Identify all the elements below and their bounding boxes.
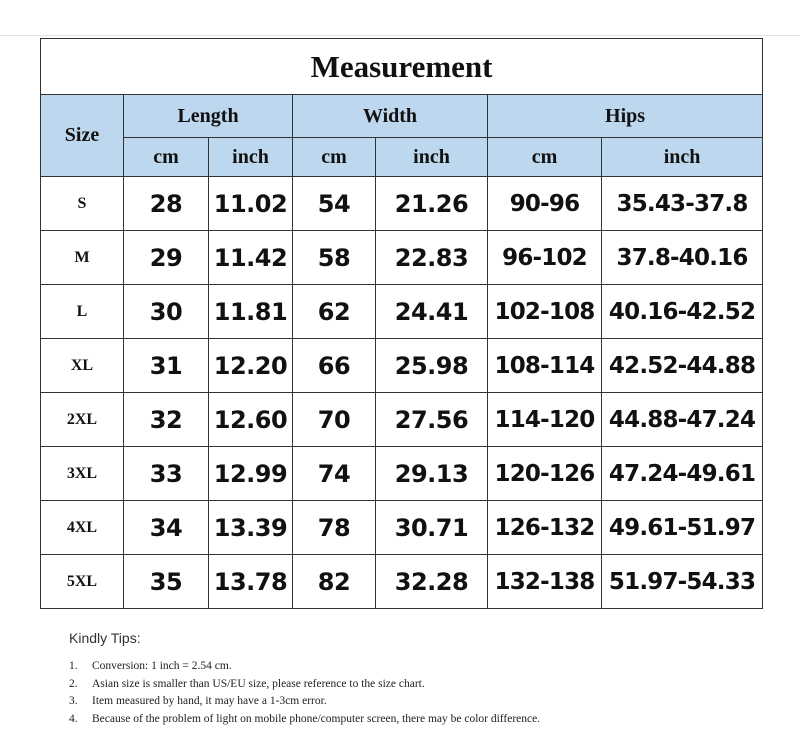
table-row bbox=[41, 177, 763, 231]
tip-number: 3. bbox=[69, 695, 78, 707]
table-row bbox=[41, 339, 763, 393]
unit-header: inch bbox=[602, 138, 763, 177]
hips-cm-cell: 96-102 bbox=[488, 231, 602, 285]
group-header-hips: Hips bbox=[488, 95, 763, 138]
size-label: 4XL bbox=[41, 501, 124, 555]
hips-inch-cell: 47.24-49.61 bbox=[602, 447, 763, 501]
hips-inch-cell: 49.61-51.97 bbox=[602, 501, 763, 555]
kindly-tips bbox=[69, 630, 749, 728]
unit-header: cm bbox=[293, 138, 376, 177]
length-cm-cell: 29 bbox=[124, 231, 209, 285]
table-title: Measurement bbox=[41, 39, 763, 95]
tip-item bbox=[69, 658, 749, 676]
hips-inch-cell: 37.8-40.16 bbox=[602, 231, 763, 285]
tip-item bbox=[69, 676, 749, 694]
length-cm-cell: 28 bbox=[124, 177, 209, 231]
size-label: S bbox=[41, 177, 124, 231]
length-inch-cell: 12.99 bbox=[209, 447, 293, 501]
width-inch-cell: 30.71 bbox=[376, 501, 488, 555]
hips-cm-cell: 120-126 bbox=[488, 447, 602, 501]
hips-inch-cell: 44.88-47.24 bbox=[602, 393, 763, 447]
hips-cm-cell: 126-132 bbox=[488, 501, 602, 555]
width-inch-cell: 21.26 bbox=[376, 177, 488, 231]
width-inch-cell: 25.98 bbox=[376, 339, 488, 393]
tip-item bbox=[69, 693, 749, 711]
length-cm-cell: 35 bbox=[124, 555, 209, 609]
tip-number: 4. bbox=[69, 712, 78, 725]
width-cm-cell: 66 bbox=[293, 339, 376, 393]
tip-text: Conversion: 1 inch = 2.54 cm. bbox=[92, 660, 232, 672]
width-cm-cell: 78 bbox=[293, 501, 376, 555]
table-row bbox=[41, 231, 763, 285]
tips-title: Kindly Tips: bbox=[69, 630, 141, 646]
length-cm-cell: 32 bbox=[124, 393, 209, 447]
width-inch-cell: 22.83 bbox=[376, 231, 488, 285]
tip-item bbox=[69, 711, 749, 729]
top-divider bbox=[0, 35, 800, 36]
hips-inch-cell: 35.43-37.8 bbox=[602, 177, 763, 231]
table-row bbox=[41, 393, 763, 447]
size-label: 2XL bbox=[41, 393, 124, 447]
hips-cm-cell: 90-96 bbox=[488, 177, 602, 231]
size-header: Size bbox=[41, 95, 124, 177]
size-label: 5XL bbox=[41, 555, 124, 609]
hips-cm-cell: 132-138 bbox=[488, 555, 602, 609]
tip-number: 1. bbox=[69, 660, 78, 672]
length-inch-cell: 11.42 bbox=[209, 231, 293, 285]
hips-cm-cell: 108-114 bbox=[488, 339, 602, 393]
width-cm-cell: 82 bbox=[293, 555, 376, 609]
width-cm-cell: 58 bbox=[293, 231, 376, 285]
hips-inch-cell: 51.97-54.33 bbox=[602, 555, 763, 609]
unit-header: inch bbox=[376, 138, 488, 177]
length-inch-cell: 13.39 bbox=[209, 501, 293, 555]
tip-text: Asian size is smaller than US/EU size, please reference to the size chart. bbox=[92, 677, 425, 690]
size-label: L bbox=[41, 285, 124, 339]
hips-cm-cell: 114-120 bbox=[488, 393, 602, 447]
table-row bbox=[41, 447, 763, 501]
size-label: M bbox=[41, 231, 124, 285]
tip-number: 2. bbox=[69, 677, 78, 690]
table-row bbox=[41, 501, 763, 555]
width-cm-cell: 70 bbox=[293, 393, 376, 447]
hips-inch-cell: 42.52-44.88 bbox=[602, 339, 763, 393]
measurement-table bbox=[40, 38, 763, 609]
length-cm-cell: 31 bbox=[124, 339, 209, 393]
width-inch-cell: 32.28 bbox=[376, 555, 488, 609]
width-inch-cell: 29.13 bbox=[376, 447, 488, 501]
tip-text: Item measured by hand, it may have a 1-3cm error. bbox=[92, 695, 327, 707]
tip-text: Because of the problem of light on mobile phone/computer screen, there may be color difference. bbox=[92, 712, 541, 725]
hips-cm-cell: 102-108 bbox=[488, 285, 602, 339]
length-inch-cell: 11.02 bbox=[209, 177, 293, 231]
table-row bbox=[41, 555, 763, 609]
size-label: 3XL bbox=[41, 447, 124, 501]
tips-list bbox=[69, 658, 749, 728]
unit-header: cm bbox=[124, 138, 209, 177]
width-cm-cell: 62 bbox=[293, 285, 376, 339]
length-inch-cell: 12.60 bbox=[209, 393, 293, 447]
width-cm-cell: 54 bbox=[293, 177, 376, 231]
length-cm-cell: 34 bbox=[124, 501, 209, 555]
length-inch-cell: 13.78 bbox=[209, 555, 293, 609]
hips-inch-cell: 40.16-42.52 bbox=[602, 285, 763, 339]
length-inch-cell: 11.81 bbox=[209, 285, 293, 339]
group-header-width: Width bbox=[293, 95, 488, 138]
width-inch-cell: 24.41 bbox=[376, 285, 488, 339]
size-label: XL bbox=[41, 339, 124, 393]
length-inch-cell: 12.20 bbox=[209, 339, 293, 393]
table-row bbox=[41, 285, 763, 339]
length-cm-cell: 33 bbox=[124, 447, 209, 501]
group-header-length: Length bbox=[124, 95, 293, 138]
unit-header: cm bbox=[488, 138, 602, 177]
width-cm-cell: 74 bbox=[293, 447, 376, 501]
width-inch-cell: 27.56 bbox=[376, 393, 488, 447]
length-cm-cell: 30 bbox=[124, 285, 209, 339]
unit-header: inch bbox=[209, 138, 293, 177]
